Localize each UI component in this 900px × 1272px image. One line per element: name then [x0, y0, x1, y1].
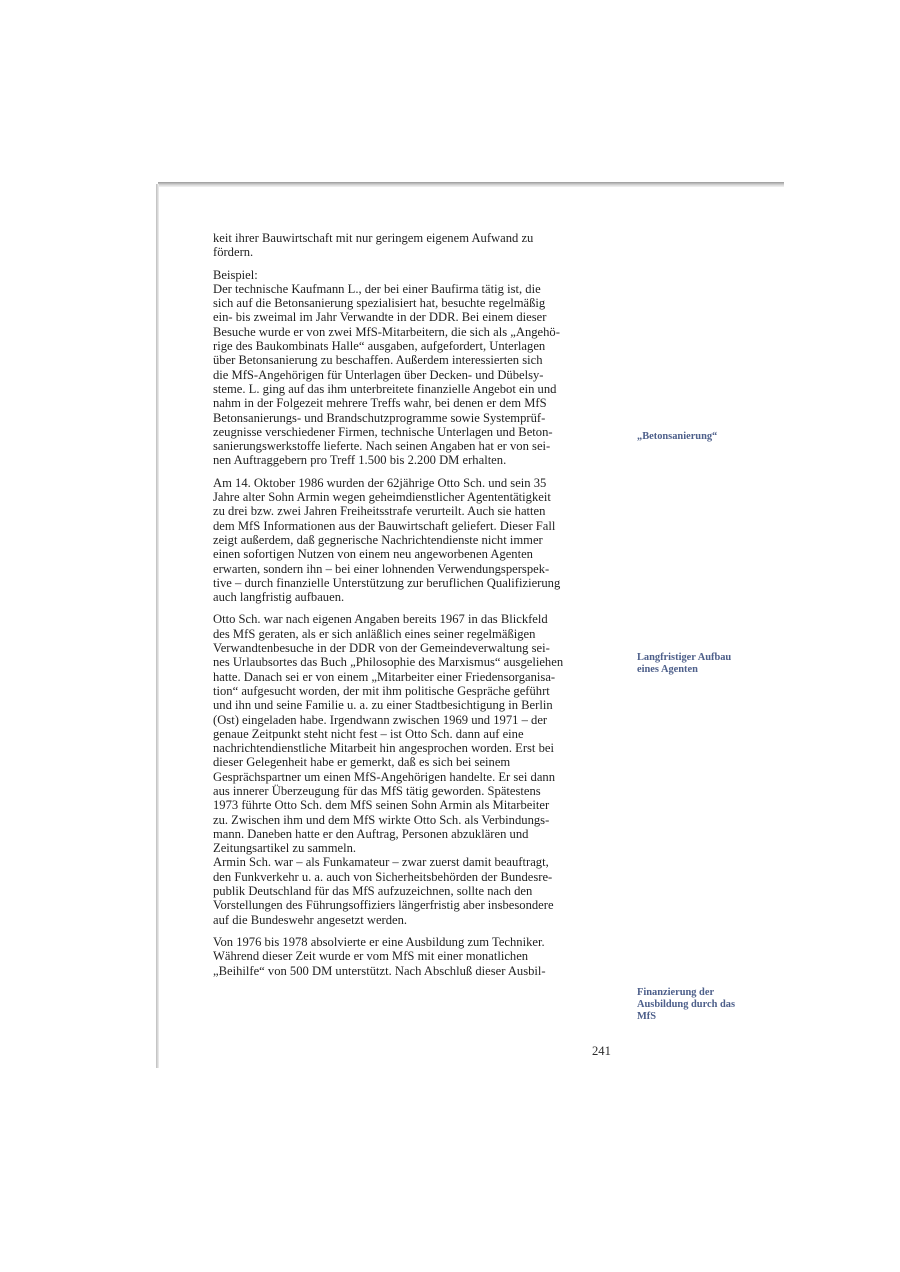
page-number: 241	[592, 1044, 611, 1058]
margin-note-finanzierung-ausbildung: Finanzierung der Ausbildung durch das MfS	[637, 987, 735, 1022]
paragraph-intro-continuation: keit ihrer Bauwirtschaft mit nur geringem eigenem Aufwand zu fördern.	[213, 231, 534, 260]
paragraph-verdict-otto-armin: Am 14. Oktober 1986 wurden der 62jährige Otto Sch. und sein 35 Jahre alter Sohn Armin wegen geheimdienstlicher Agententätigkeit zu drei bzw. zwei Jahren Freiheitsstrafe verurteilt. Auch sie hatten dem MfS Informationen aus der Bauwirtschaft geliefert. Dieser Fall zeigt außerdem, daß gegnerische Nachrichtendienste nicht immer einen sofortigen Nutzen von einem neu angeworbenen Agenten erwarten, sondern ihn – bei einer lohnenden Verwendungsperspek- tive – durch finanzielle Unterstützung zur beruflichen Qualifizierung auch langfristig aufbauen.	[213, 475, 561, 605]
page-edge-shadow-top	[158, 182, 784, 187]
margin-note-betonsanierung: „Betonsanierung“	[637, 431, 718, 442]
main-text-column	[213, 231, 616, 978]
page-edge-shadow-left	[156, 184, 159, 1068]
paragraph-otto-recruitment: Otto Sch. war nach eigenen Angaben bereits 1967 in das Blickfeld des MfS geraten, als er sich anläßlich eines seiner regelmäßigen Verwandtenbesuche in der DDR von der Gemeindeverwaltung sei- nes Urlaubsortes das Buch „Philosophie des Marxismus“ ausgeliehen hatte. Danach sei er von einem „Mitarbeiter einer Friedensorganisa- tion“ aufgesucht worden, der mit ihm politische Gespräche geführt und ihn und seine Familie u. a. zu einer Stadtbesichtigung in Berlin (Ost) eingeladen habe. Irgendwann zwischen 1969 und 1971 – der genaue Zeitpunkt steht nicht fest – ist Otto Sch. dann auf eine nachrichtendienstliche Mitarbeit hin angesprochen worden. Erst bei dieser Gelegenheit habe er gemerkt, daß es sich bei seinem Gesprächspartner um einen MfS-Angehörigen handelte. Er sei dann aus innerer Überzeugung für das MfS tätig geworden. Spätestens 1973 führte Otto Sch. dem MfS seinen Sohn Armin als Mitarbeiter zu. Zwischen ihm und dem MfS wirkte Otto Sch. als Verbindungs- mann. Daneben hatte er den Auftrag, Personen abzuklären und Zeitungsartikel zu sammeln. Armin Sch. war – als Funkamateur – zwar zuerst damit beauftragt, den Funkverkehr u. a. auch von Sicherheitsbehörden der Bundesre- publik Deutschland für das MfS aufzuzeichnen, sollte nach den Vorstellungen des Führungsoffiziers längerfristig aber insbesondere auf die Bundeswehr angesetzt werden.	[213, 612, 564, 927]
margin-note-langfristiger-aufbau: Langfristiger Aufbau eines Agenten	[637, 652, 732, 675]
paragraph-example-betonsanierung: Beispiel: Der technische Kaufmann L., der bei einer Baufirma tätig ist, die sich auf die Betonsanierung spezialisiert hat, besuchte regelmäßig ein- bis zweimal im Jahr Verwandte in der DDR. Bei einem dieser Besuche wurde er von zwei MfS-Mitarbeitern, die sich als „Angehö- rige des Baukombinats Halle“ ausgaben, aufgefordert, Unterlagen über Betonsanierung zu beschaffen. Außerdem interessierten sich die MfS-Angehörigen für Unterlagen über Decken- und Dübelsy- steme. L. ging auf das ihm unterbreitete finanzielle Angebot ein und nahm in der Folgezeit mehrere Treffs wahr, bei denen er dem MfS Betonsanierungs- und Brandschutzprogramme sowie Systemprüf- zeugnisse verschiedener Firmen, technische Unterlagen und Beton- sanierungswerkstoffe lieferte. Nach seinen Angaben hat er von sei- nen Auftraggebern pro Treff 1.500 bis 2.200 DM erhalten.	[213, 267, 560, 468]
paragraph-armin-training: Von 1976 bis 1978 absolvierte er eine Ausbildung zum Techniker. Während dieser Zeit wurde er vom MfS mit einer monatlichen „Beihilfe“ von 500 DM unterstützt. Nach Abschluß dieser Ausbil-	[213, 934, 546, 978]
